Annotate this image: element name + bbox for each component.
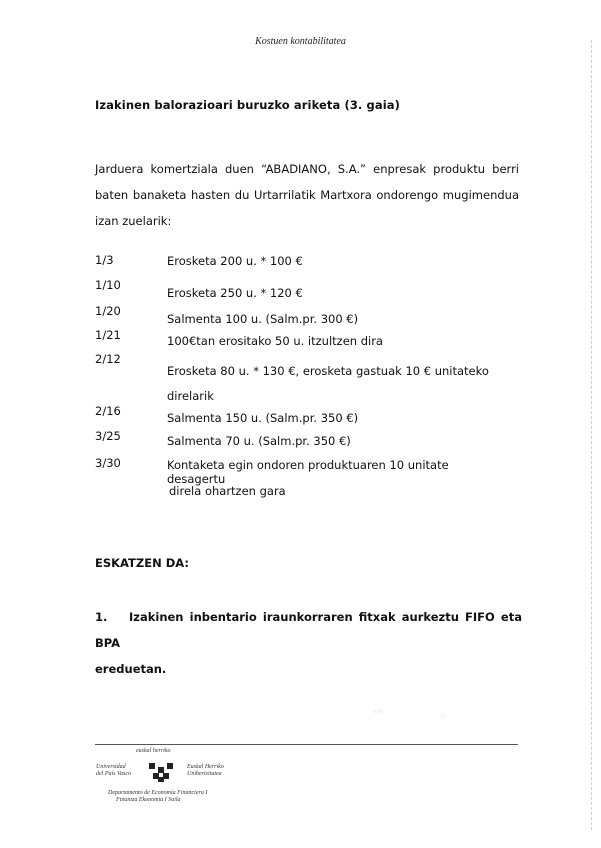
- intro-line: Jarduera komertziala duen “ABADIANO, S.A.” enpresak produktu berri: [95, 162, 519, 176]
- movement-text: Erosketa 200 u. * 100 €: [167, 254, 303, 268]
- movement-text: Salmenta 70 u. (Salm.pr. 350 €): [167, 434, 351, 448]
- movement-date: 1/20: [95, 304, 121, 318]
- exercise-title: Izakinen balorazioari buruzko ariketa (3. gaia): [95, 98, 400, 112]
- movement-date: 1/3: [95, 253, 114, 267]
- movement-date: 3/25: [95, 429, 121, 443]
- footer-org-right-line: Euskal Herriko: [187, 764, 224, 770]
- movement-date: 2/16: [95, 404, 121, 418]
- footer-org-left-line: del País Vasco: [96, 771, 131, 777]
- movement-text: 100€tan erositako 50 u. itzultzen dira: [167, 334, 383, 348]
- movement-text: Erosketa 250 u. * 120 €: [167, 286, 303, 300]
- intro-line: izan zuelarik:: [95, 214, 172, 228]
- footer-department: [108, 790, 207, 804]
- movement-text: Salmenta 100 u. (Salm.pr. 300 €): [167, 312, 359, 326]
- footer-org-right-line: Unibertsitatea: [187, 771, 222, 777]
- footer-org-left-line: Universidad: [96, 764, 126, 770]
- movement-text: Kontaketa egin ondoren produktuaren 10 unitate desagertu: [167, 458, 449, 486]
- question-text: Izakinen inbentario iraunkorraren fitxak aurkeztu FIFO eta BPA: [95, 610, 522, 650]
- footer-rule: [95, 744, 518, 745]
- movement-date: 3/30: [95, 456, 121, 470]
- movement-date: 1/10: [95, 278, 121, 292]
- movement-text-continued: direla ohartzen gara: [169, 484, 286, 498]
- intro-paragraph: [95, 156, 519, 234]
- scan-mark: ⁙: [440, 712, 446, 720]
- intro-line: baten banaketa hasten du Urtarrilatik Martxora ondorengo mugimendua: [95, 188, 519, 202]
- question-1: [95, 604, 522, 682]
- section-heading: ESKATZEN DA:: [95, 556, 189, 570]
- movement-date: 1/21: [95, 328, 121, 342]
- footer-department-line: Departamento de Economía Financiera I: [108, 790, 208, 796]
- movement-date: 2/12: [95, 352, 121, 366]
- movement-text: Salmenta 150 u. (Salm.pr. 350 €): [167, 411, 359, 425]
- university-logo-icon: [146, 761, 176, 783]
- footer-org-left: [96, 764, 131, 778]
- page-right-edge: [591, 40, 593, 830]
- movement-text: Erosketa 80 u. * 130 €, erosketa gastuak 10 € unitateko: [167, 364, 489, 378]
- footer-top-note: euskal herriko: [136, 748, 171, 754]
- scan-mark: ⁖⁘: [373, 708, 383, 716]
- question-number: 1.: [95, 610, 108, 624]
- question-line: ereduetan.: [95, 662, 167, 676]
- movement-text-continued: direlarik: [167, 389, 214, 403]
- footer-department-line: Finantza Ekonomia I Saila: [116, 797, 181, 803]
- running-header: Kostuen kontabilitatea: [255, 36, 346, 47]
- question-line: [95, 604, 522, 656]
- footer-org-right: [187, 764, 224, 778]
